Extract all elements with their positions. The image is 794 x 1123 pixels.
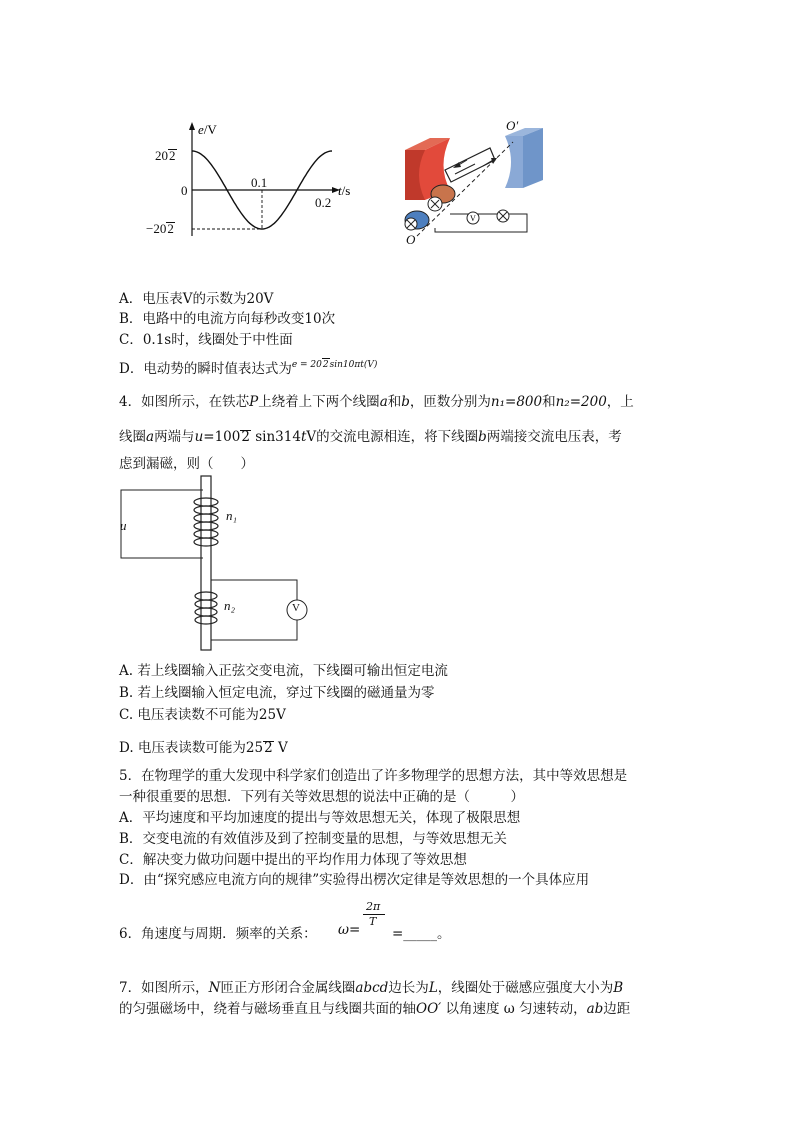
q5-option-c: C．解决变力做功问题中提出的平均作用力体现了等效思想 [119, 852, 467, 868]
q6-fraction-numerator: 2π [366, 900, 381, 913]
axis-label-top: O′ [506, 118, 519, 133]
q3-option-d: D．电动势的瞬时值表达式为$^{e = 202sin10\pi t(V)}$ [119, 360, 378, 377]
q5-option-a: A．平均速度和平均加速度的提出与等效思想无关，体现了极限思想 [119, 810, 521, 826]
q6-omega: ω= [338, 922, 361, 938]
q4-option-a: A. 若上线圈输入正弦交变电流，下线圈可输出恒定电流 [119, 663, 448, 679]
q5-option-d: D．由“探究感应电流方向的规律”实验得出楞次定律是等效思想的一个具体应用 [119, 872, 590, 888]
generator-diagram [395, 118, 555, 248]
x-axis-label: t/s [338, 183, 350, 198]
q4-option-d: D. 电压表读数可能为252 V [119, 740, 288, 756]
transformer-diagram [115, 474, 315, 656]
q3-option-c: C．0.1s时，线圈处于中性面 [119, 332, 293, 348]
q4-option-c: C. 电压表读数不可能为25V [119, 707, 286, 723]
y-axis-arrow [189, 122, 195, 130]
x-end-label: 0.2 [315, 195, 332, 210]
y-top-label: 202 [155, 148, 176, 163]
fig-n1-label: n₁ [226, 508, 238, 523]
q6-fraction-denominator: T [369, 915, 377, 928]
fig-u-label: u [120, 518, 127, 533]
x-mid-label: 0.1 [251, 175, 268, 190]
y-zero-label: 0 [181, 183, 188, 198]
q6-text: 6．角速度与周期．频率的关系： [119, 926, 317, 942]
q4-line3: 虑到漏磁，则（ ） [119, 456, 254, 472]
q7-line1: 7．如图所示，N匝正方形闭合金属线圈abcd边长为L，线圈处于磁感应强度大小为B [119, 980, 624, 996]
y-bottom-label: −202 [146, 221, 174, 236]
svg-text:V: V [470, 214, 476, 223]
q4-line2: 线圈a两端与u=1002 sin314tV的交流电源相连，将下线圈b两端接交流电压表，考 [119, 429, 622, 445]
q5-option-b: B．交变电流的有效值涉及到了控制变量的思想，与等效思想无关 [119, 831, 507, 847]
y-axis-label: e/V [198, 122, 217, 137]
q5-line2: 一种很重要的思想．下列有关等效思想的说法中正确的是（ ） [119, 789, 524, 805]
fig-n2-label: n₂ [224, 598, 236, 613]
q3-option-b: B．电路中的电流方向每秒改变10次 [119, 311, 336, 327]
q3-option-a: A．电压表V的示数为20V [119, 291, 274, 307]
q7-line2: 的匀强磁场中，绕着与磁场垂直且与线圈共面的轴OO′ 以角速度 ω 匀速转动，ab边距 [119, 1001, 631, 1017]
q6-answer-blank[interactable]: =_____。 [392, 926, 451, 942]
q5-line1: 5．在物理学的重大发现中科学家们创造出了许多物理学的思想方法，其中等效思想是 [119, 768, 628, 784]
q4-line1: 4．如图所示，在铁芯P上绕着上下两个线圈a和b，匝数分别为n₁=800和n₂=200，上 [119, 394, 634, 410]
q4-option-b: B. 若上线圈输入恒定电流，穿过下线圈的磁通量为零 [119, 685, 435, 701]
fig-v-label: V [292, 602, 300, 614]
axis-label-bottom: O [406, 232, 416, 247]
